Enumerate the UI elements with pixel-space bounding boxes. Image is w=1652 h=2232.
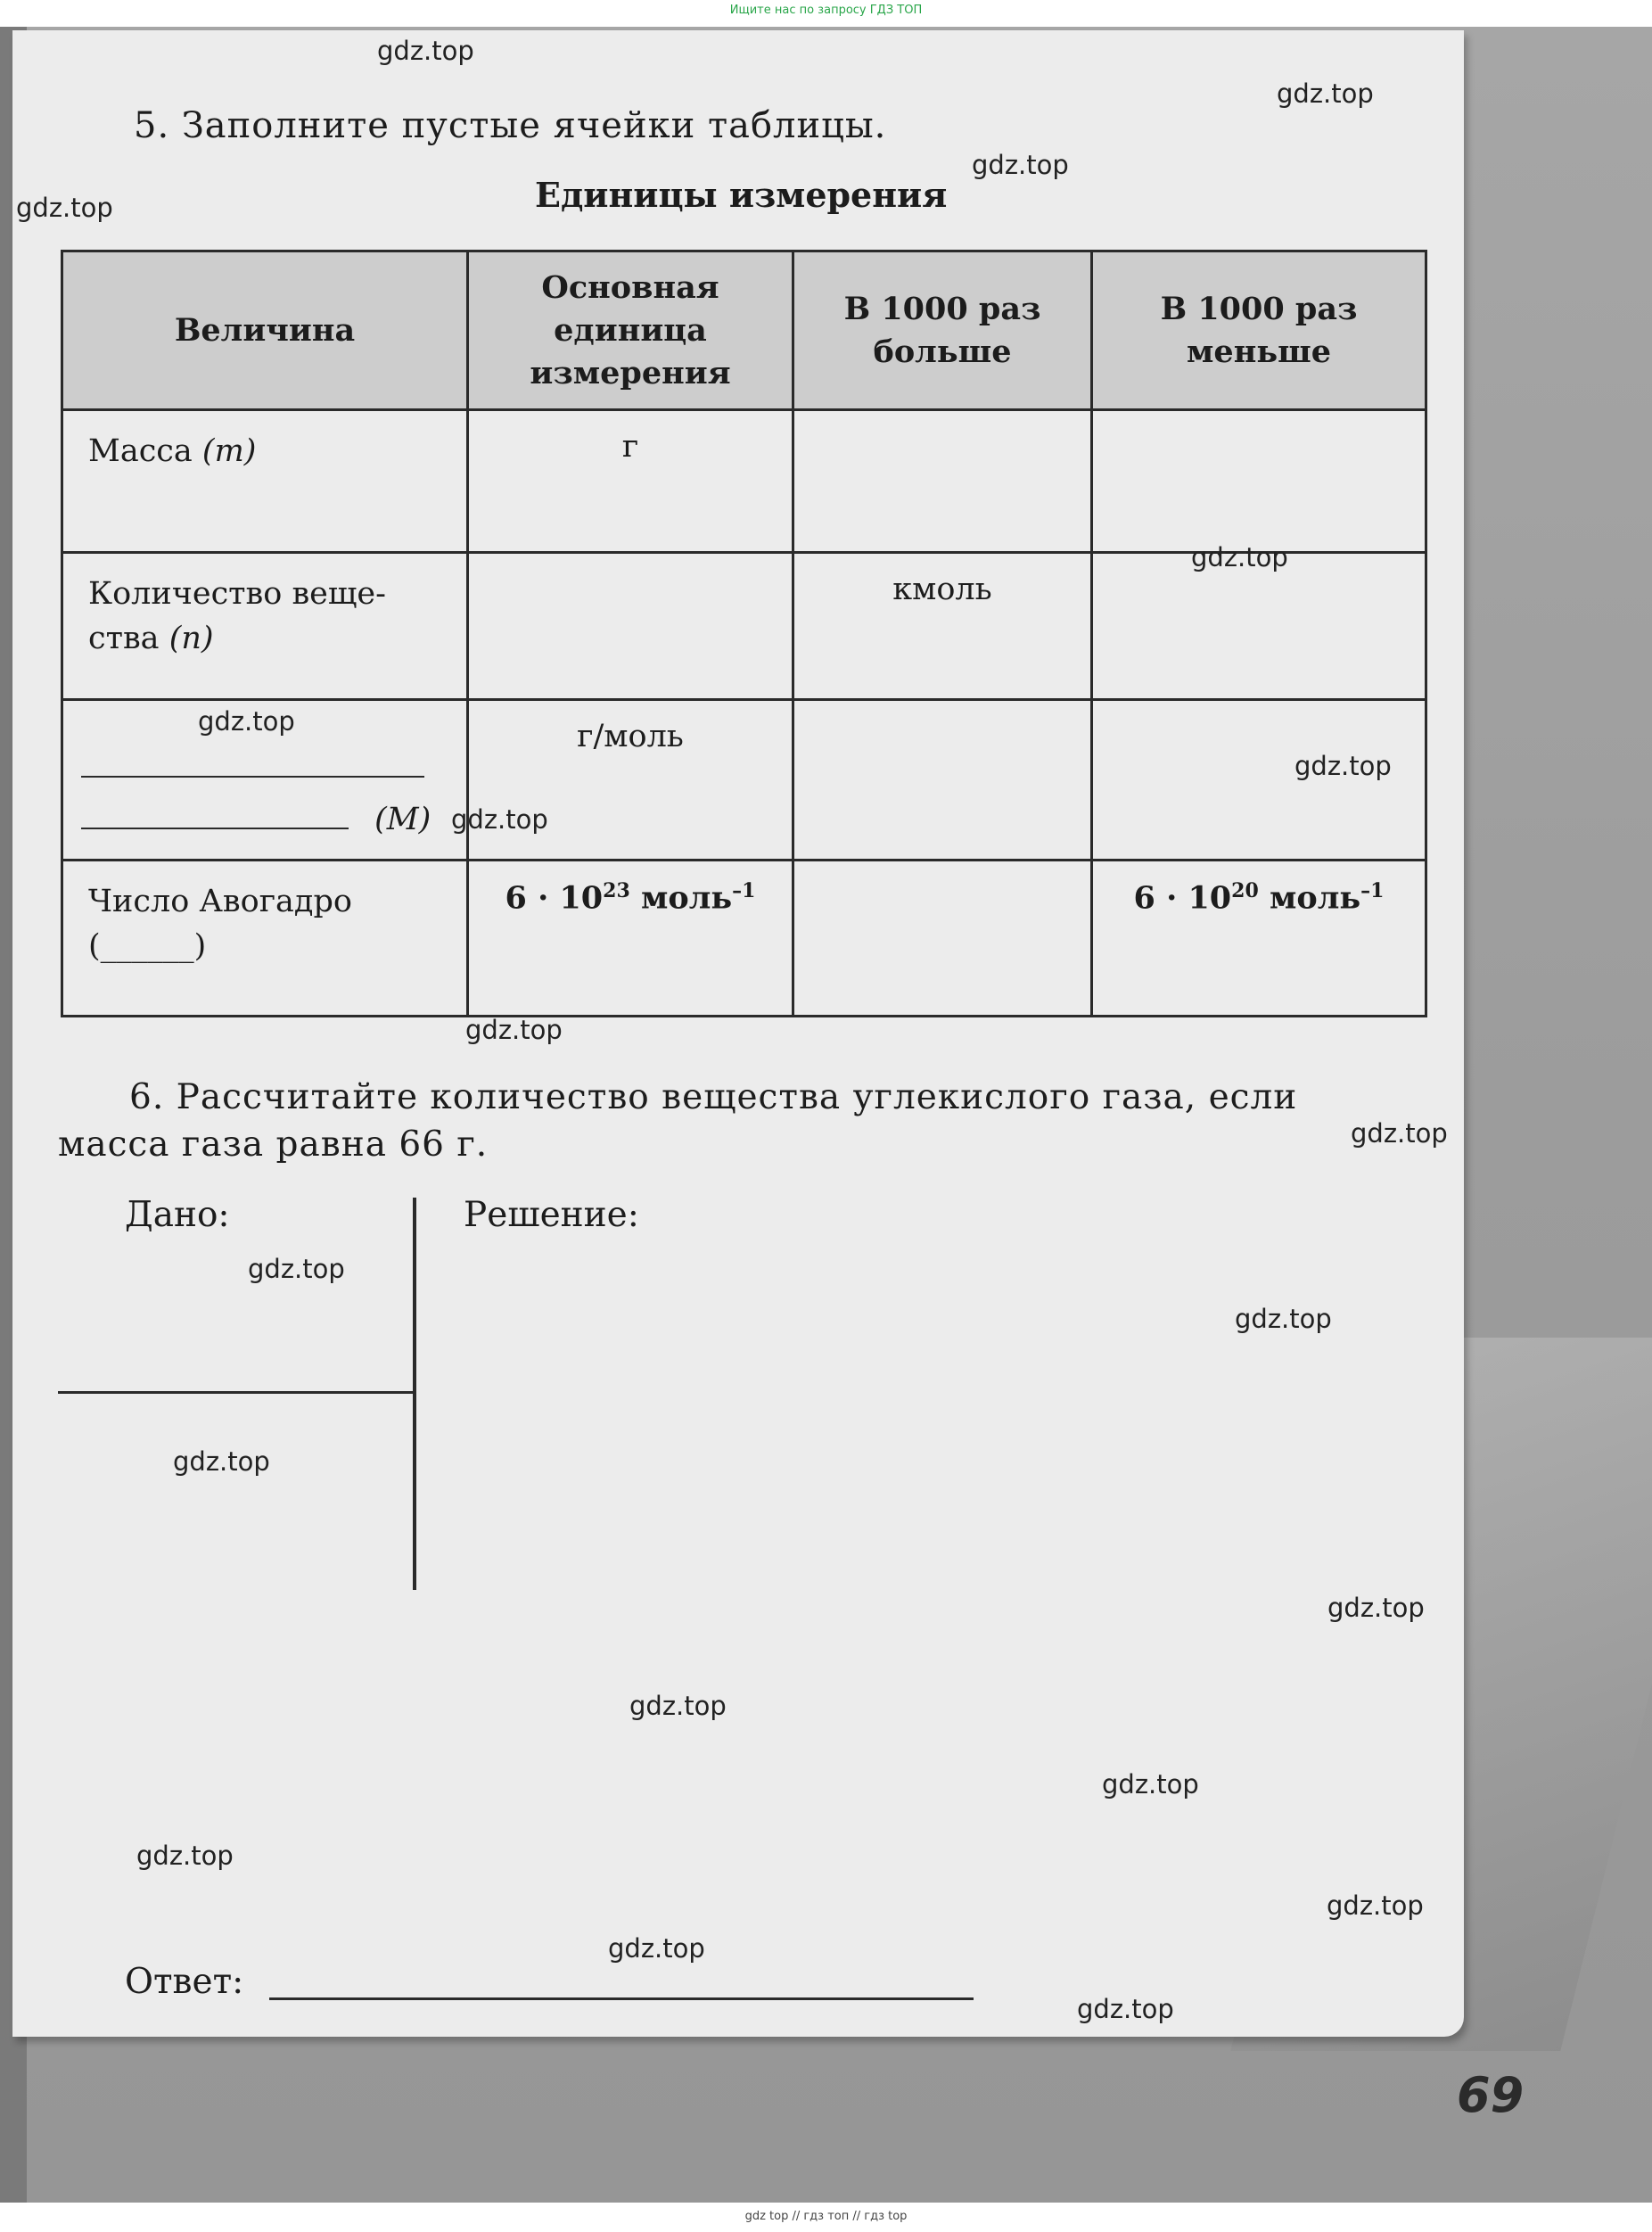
table-row <box>62 861 1426 1017</box>
x1000-more-cell[interactable] <box>793 410 1092 553</box>
watermark: gdz.top <box>136 1841 234 1871</box>
given-underline <box>58 1391 415 1394</box>
base-unit-cell[interactable] <box>468 861 793 1017</box>
watermark: gdz.top <box>1235 1304 1332 1334</box>
x1000-less-cell[interactable] <box>1092 861 1426 1017</box>
base-unit-cell[interactable]: г/моль <box>468 700 793 861</box>
avogadro-exponent: 23 <box>603 879 630 902</box>
watermark: gdz.top <box>198 706 295 737</box>
quantity-cell <box>62 861 468 1017</box>
avogadro-less-unit: моль <box>1258 879 1361 917</box>
quantity-name-line2: ства <box>88 621 160 656</box>
given-label: Дано: <box>125 1195 230 1235</box>
given-solution-divider <box>413 1198 416 1590</box>
page-number: 69 <box>1457 2067 1525 2123</box>
watermark: gdz.top <box>1191 542 1288 572</box>
watermark: gdz.top <box>1277 78 1374 109</box>
avogadro-less-exponent: 20 <box>1231 879 1259 902</box>
x1000-more-cell[interactable] <box>793 861 1092 1017</box>
watermark: gdz.top <box>1327 1593 1425 1623</box>
base-unit-cell[interactable]: г <box>468 410 793 553</box>
quantity-cell <box>62 553 468 700</box>
table-caption: Единицы измерения <box>535 175 948 215</box>
table-header-row <box>62 251 1426 410</box>
column-header: Основная единица измерения <box>468 251 793 410</box>
quantity-name: Масса <box>88 433 193 469</box>
symbol-blank[interactable]: (______) <box>88 928 207 964</box>
quantity-name: Число Авогадро <box>88 884 352 919</box>
x1000-more-cell[interactable]: кмоль <box>793 553 1092 700</box>
watermark: gdz.top <box>972 150 1069 180</box>
table-row <box>62 410 1426 553</box>
x1000-less-cell[interactable] <box>1092 553 1426 700</box>
watermark: gdz.top <box>377 36 474 66</box>
column-header: В 1000 раз меньше <box>1092 251 1426 410</box>
watermark: gdz.top <box>1294 751 1392 781</box>
blank-line[interactable] <box>81 758 424 778</box>
watermark: gdz.top <box>173 1446 270 1477</box>
watermark: gdz.top <box>1102 1769 1199 1800</box>
table-row <box>62 553 1426 700</box>
watermark: gdz.top <box>1351 1118 1448 1149</box>
quantity-cell <box>62 410 468 553</box>
watermark: gdz.top <box>16 193 113 223</box>
x1000-more-cell[interactable] <box>793 700 1092 861</box>
avogadro-value: 6 · 10 <box>505 879 604 917</box>
watermark: gdz.top <box>1327 1890 1424 1921</box>
base-unit-cell[interactable] <box>468 553 793 700</box>
task6-line1: 6. Рассчитайте количество вещества углекислого газа, если <box>129 1077 1298 1117</box>
avogadro-unit: моль <box>629 879 733 917</box>
column-header: В 1000 раз больше <box>793 251 1092 410</box>
column-header: Величина <box>62 251 468 410</box>
avogadro-less-unit-exponent: –1 <box>1360 879 1385 902</box>
watermark: gdz.top <box>248 1254 345 1284</box>
units-table <box>61 250 1427 1017</box>
answer-line[interactable] <box>269 1997 974 2000</box>
quantity-symbol: (m) <box>201 433 257 469</box>
quantity-name-line1: Количество веще- <box>88 576 386 612</box>
watermark: gdz.top <box>608 1933 705 1964</box>
answer-label: Ответ: <box>125 1962 244 2002</box>
avogadro-less-value: 6 · 10 <box>1133 879 1232 917</box>
x1000-less-cell[interactable] <box>1092 410 1426 553</box>
avogadro-unit-exponent: –1 <box>732 879 756 902</box>
watermark: gdz.top <box>451 804 548 835</box>
task5-heading: 5. Заполните пустые ячейки таблицы. <box>134 105 887 146</box>
solution-label: Решение: <box>464 1195 639 1235</box>
quantity-symbol: (M) <box>374 802 431 837</box>
watermark: gdz.top <box>1077 1994 1174 2024</box>
task6-line2: масса газа равна 66 г. <box>58 1124 489 1165</box>
watermark: gdz.top <box>465 1015 563 1045</box>
quantity-symbol: (n) <box>168 621 214 656</box>
top-banner[interactable]: Ищите нас по запросу ГДЗ ТОП <box>729 4 923 17</box>
blank-line[interactable] <box>81 810 349 829</box>
bottom-banner[interactable]: gdz top // гдз топ // гдз top <box>744 2210 908 2223</box>
watermark: gdz.top <box>629 1691 727 1721</box>
